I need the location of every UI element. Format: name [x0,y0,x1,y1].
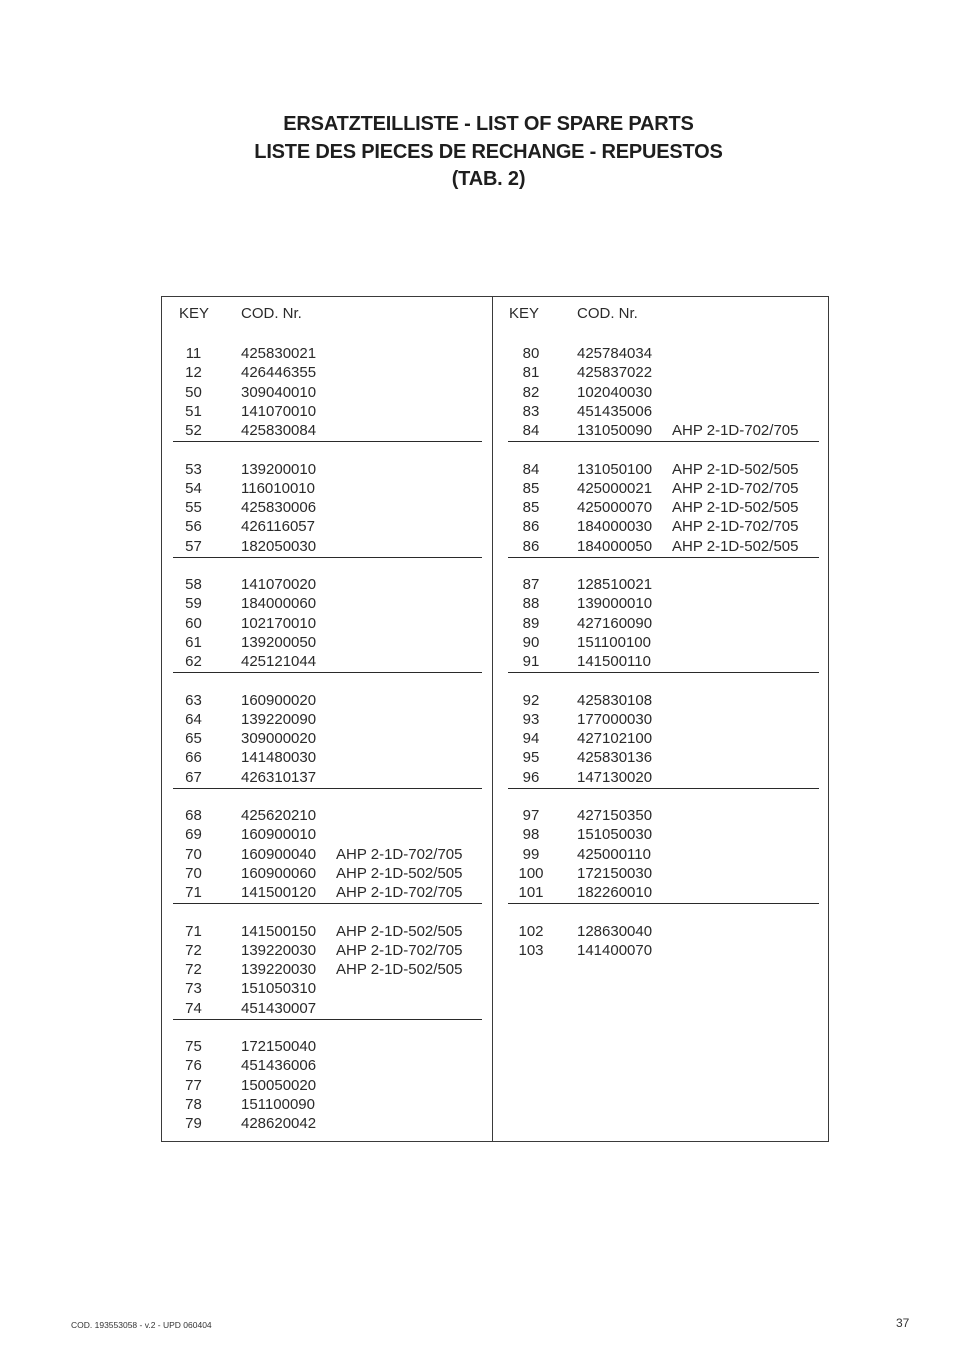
part-key: 62 [185,653,202,670]
part-code: 182050030 [241,537,317,555]
part-code: 184000030 [577,518,653,536]
part-code: 160900040 [241,845,317,863]
part-key: 63 [185,691,202,709]
part-code: 425000110 [577,845,651,863]
part-code: 182260010 [577,884,653,901]
part-key: 87 [522,576,540,593]
part-key: 103 [518,941,544,959]
group-separator [173,557,482,558]
group-separator [173,788,482,789]
part-code: 139220090 [241,710,317,728]
part-code: 425000070 [577,499,653,516]
part-code: 309040010 [241,383,317,401]
part-code: 139200010 [241,460,317,478]
page-title [0,111,954,194]
part-code: 451430007 [241,999,317,1017]
part-code: 141500150 [241,922,317,940]
part-code: 425121044 [241,653,317,670]
part-code: 426116057 [241,518,315,536]
page-number: 37 [896,1316,910,1330]
part-code: 102040030 [577,383,653,401]
part-code: 131050090 [577,422,653,439]
part-key: 73 [185,980,202,998]
part-key: 85 [522,479,540,497]
key-header: KEY [509,305,540,322]
part-code: 425784034 [577,345,653,362]
part-key: 57 [185,537,202,555]
part-key: 70 [185,864,202,882]
part-key: 52 [185,422,202,439]
group-separator [173,1019,482,1020]
group-separator [508,788,819,789]
part-key: 60 [185,614,202,632]
part-note: AHP 2-1D-502/505 [672,499,799,516]
part-code: 141480030 [241,749,317,767]
part-code: 425620210 [241,807,317,824]
part-key: 93 [522,710,540,728]
part-code: 141500110 [577,653,651,670]
part-code: 141400070 [577,941,653,959]
part-key: 11 [185,345,202,362]
part-code: 425000021 [577,479,653,497]
part-key: 53 [185,460,202,478]
part-code: 151100100 [577,633,651,651]
part-code: 139220030 [241,941,317,959]
part-code: 151100090 [241,1095,315,1113]
part-code: 102170010 [241,614,317,632]
part-code: 425830021 [241,345,317,362]
part-code: 128630040 [577,922,653,940]
part-code: 177000030 [577,710,653,728]
part-key: 98 [522,826,540,844]
part-code: 147130020 [577,768,653,786]
part-code: 141070010 [241,402,317,420]
part-code: 451436006 [241,1057,317,1075]
part-note: AHP 2-1D-702/705 [672,518,799,536]
part-code: 428620042 [241,1115,317,1132]
group-separator [508,441,819,442]
group-separator [173,903,482,904]
part-key: 51 [185,402,202,420]
part-key: 72 [185,941,202,959]
part-code: 141070020 [241,576,317,593]
part-code: 426446355 [241,364,317,382]
part-key: 88 [522,595,540,613]
part-code: 160900010 [241,826,317,844]
part-note: AHP 2-1D-702/705 [672,422,799,439]
key-header: KEY [179,305,210,322]
part-code: 128510021 [577,576,653,593]
part-key: 75 [185,1038,202,1055]
part-note: AHP 2-1D-502/505 [336,961,463,978]
part-key: 102 [518,922,544,940]
part-key: 70 [185,845,202,863]
part-key: 85 [522,499,540,516]
part-key: 67 [185,768,202,786]
part-code: 309000020 [241,730,317,747]
part-key: 90 [522,633,540,651]
part-key: 80 [522,345,540,362]
part-key: 81 [522,364,540,382]
part-code: 151050310 [241,980,317,998]
title-line-2: LISTE DES PIECES DE RECHANGE - REPUESTOS [254,140,723,163]
part-key: 77 [185,1076,202,1094]
group-separator [508,903,819,904]
part-code: 151050030 [577,826,653,844]
part-code: 425837022 [577,364,653,382]
part-code: 425830006 [241,499,317,516]
part-key: 84 [522,460,540,478]
part-code: 141500120 [241,884,317,901]
part-key: 86 [522,518,540,536]
part-key: 96 [522,768,540,786]
part-key: 99 [522,845,540,863]
part-key: 71 [185,922,202,940]
part-code: 427160090 [577,614,653,632]
part-key: 82 [522,383,540,401]
part-key: 55 [185,499,202,516]
part-key: 83 [522,402,540,420]
part-note: AHP 2-1D-502/505 [336,864,463,882]
part-key: 56 [185,518,202,536]
part-key: 69 [185,826,202,844]
part-code: 425830084 [241,422,317,439]
part-key: 68 [185,807,202,824]
group-separator [173,672,482,673]
part-note: AHP 2-1D-502/505 [672,537,799,555]
part-key: 94 [522,730,540,747]
part-code: 131050100 [577,460,653,478]
part-code: 184000050 [577,537,653,555]
part-key: 95 [522,749,540,767]
part-key: 54 [185,479,202,497]
part-note: AHP 2-1D-502/505 [336,922,463,940]
part-key: 64 [185,710,202,728]
part-key: 65 [185,730,202,747]
part-key: 100 [518,864,544,882]
part-code: 425830108 [577,691,653,709]
column-divider [492,296,493,1142]
part-key: 58 [185,576,202,593]
part-key: 91 [522,653,540,670]
part-code: 139220030 [241,961,317,978]
cod-header: COD. Nr. [241,305,302,322]
title-line-3: (TAB. 2) [451,168,526,190]
group-separator [173,441,482,442]
part-code: 150050020 [241,1076,317,1094]
part-key: 50 [185,383,202,401]
part-note: AHP 2-1D-502/505 [672,460,799,478]
part-code: 116010010 [241,479,315,497]
title-line-1: ERSATZTEILLISTE - LIST OF SPARE PARTS [283,113,694,135]
part-key: 86 [522,537,540,555]
part-code: 139200050 [241,633,317,651]
part-code: 139000010 [577,595,653,613]
part-key: 78 [185,1095,202,1113]
part-key: 92 [522,691,540,709]
part-code: 160900060 [241,864,317,882]
part-key: 72 [185,961,202,978]
document-code: COD. 193553058 - v.2 - UPD 060404 [71,1320,212,1330]
group-separator [508,557,819,558]
part-key: 89 [522,614,540,632]
part-key: 71 [185,884,202,901]
part-note: AHP 2-1D-702/705 [672,479,799,497]
cod-header: COD. Nr. [577,305,638,322]
part-code: 425830136 [577,749,653,767]
part-key: 61 [185,633,202,651]
part-note: AHP 2-1D-702/705 [336,884,463,901]
part-key: 12 [185,364,202,382]
part-key: 76 [185,1057,202,1075]
part-code: 426310137 [241,768,317,786]
part-key: 66 [185,749,202,767]
part-code: 172150030 [577,864,653,882]
part-code: 184000060 [241,595,317,613]
part-code: 172150040 [241,1038,317,1055]
part-key: 59 [185,595,202,613]
part-note: AHP 2-1D-702/705 [336,845,463,863]
part-code: 160900020 [241,691,317,709]
part-key: 79 [185,1115,202,1132]
part-code: 427150350 [577,807,653,824]
part-code: 427102100 [577,730,653,747]
part-code: 451435006 [577,402,653,420]
group-separator [508,672,819,673]
part-key: 101 [518,884,544,901]
part-note: AHP 2-1D-702/705 [336,941,463,959]
part-key: 97 [522,807,540,824]
part-key: 84 [522,422,540,439]
part-key: 74 [185,999,202,1017]
